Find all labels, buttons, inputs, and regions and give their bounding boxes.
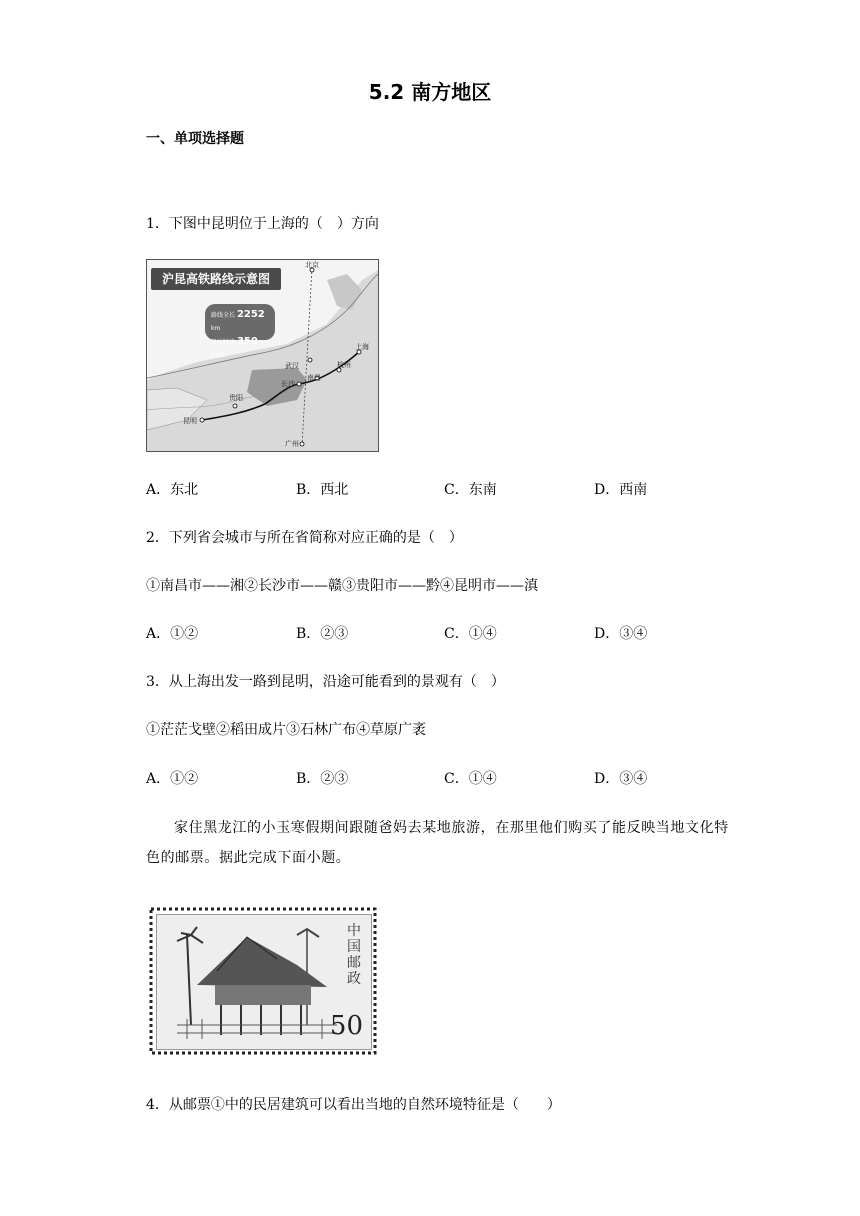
- question-1-stem: 1．下图中昆明位于上海的（ ）方向: [146, 216, 379, 232]
- city-label: 北京: [305, 261, 319, 269]
- info-length-label: 路线全长: [211, 312, 236, 319]
- q1-option-c: C．东南: [444, 482, 497, 498]
- info-length-value: 2252: [236, 309, 265, 320]
- page-title: 5.2 南方地区: [368, 80, 492, 104]
- section-heading: 一、单项选择题: [146, 131, 244, 147]
- railway-map: [146, 259, 379, 452]
- q1-option-d: D．西南: [594, 482, 648, 498]
- question-3-stem: 3．从上海出发一路到昆明，沿途可能看到的景观有（ ）: [146, 674, 505, 690]
- map-banner: 沪昆高铁路线示意图: [151, 268, 281, 290]
- question-4-stem: 4．从邮票①中的民居建筑可以看出当地的自然环境特征是（ ）: [146, 1097, 561, 1113]
- city-label: 昆明: [183, 417, 197, 425]
- question-2-stem: 2．下列省会城市与所在省简称对应正确的是（ ）: [146, 530, 463, 546]
- q3-option-c: C．①④: [444, 771, 497, 787]
- q2-option-c: C．①④: [444, 626, 497, 642]
- city-label: 长沙: [281, 380, 295, 388]
- stamp-denomination: 50: [329, 1011, 363, 1041]
- info-speed-unit: km/h: [211, 352, 227, 359]
- q3-option-d: D．③④: [594, 771, 648, 787]
- q3-option-a: A．①②: [146, 771, 199, 787]
- city-label: 贵阳: [229, 394, 243, 402]
- info-length-unit: km: [211, 325, 221, 332]
- stamp-image: [149, 907, 377, 1055]
- stamp-picture: [156, 914, 372, 1050]
- passage-text: 家住黑龙江的小玉寒假期间跟随爸妈去某地旅游，在那里他们购买了能反映当地文化特色的邮票。据此完成下面小题。: [146, 820, 729, 866]
- q2-option-b: B．②③: [296, 626, 349, 642]
- q1-option-b: B．西北: [296, 482, 349, 498]
- question-3-items: ①茫茫戈壁②稻田成片③石林广布④草原广袤: [146, 722, 426, 738]
- city-label: 上海: [355, 343, 369, 351]
- city-label: 南昌: [307, 374, 321, 382]
- city-label: 武汉: [285, 362, 299, 370]
- stamp-country-label: 中国邮政: [347, 923, 361, 987]
- map-info-bubble: [205, 304, 275, 359]
- city-label: 杭州: [337, 361, 351, 369]
- q3-option-b: B．②③: [296, 771, 349, 787]
- info-speed-value: 350: [236, 336, 258, 347]
- info-speed-label: 设计时速: [211, 339, 236, 346]
- q2-option-a: A．①②: [146, 626, 199, 642]
- q2-option-d: D．③④: [594, 626, 648, 642]
- city-label: 广州: [285, 440, 299, 448]
- question-2-items: ①南昌市——湘②长沙市——赣③贵阳市——黔④昆明市——滇: [146, 578, 538, 594]
- q1-option-a: A．东北: [146, 482, 199, 498]
